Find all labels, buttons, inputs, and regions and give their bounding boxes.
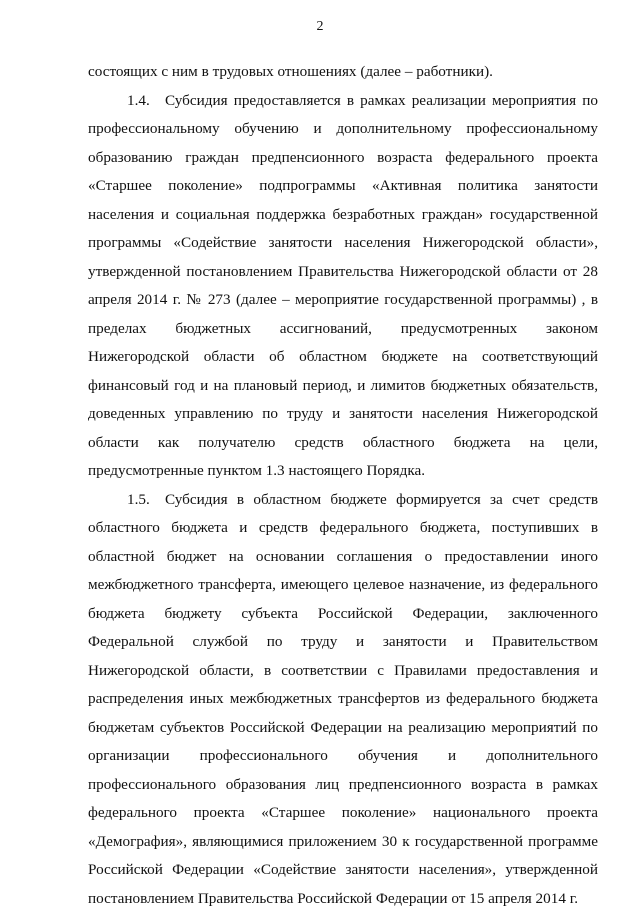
page-number: 2 — [0, 19, 640, 35]
document-body — [88, 58, 598, 913]
paragraph-1-4 — [88, 87, 598, 486]
paragraph-text: Субсидия в областном бюджете формируется за счет средств областного бюджета и средств федерального бюджета, поступивших в областной бюджет на основании соглашения о предоставлении иного межбюджетного трансферта, имеющего целевое назначение, из федерального бюджета бюджету субъекта Российской Федерации, заключенного Федеральной службой по труду и занятости и Правительством Нижегородской области, в соответствии с Правилами предоставления и распределения иных межбюджетных трансфертов из федерального бюджета бюджетам субъектов Российской Федерации на реализацию мероприятий по организации профессионального обучения и дополнительного профессионального образования лиц предпенсионного возраста в рамках федерального проекта «Старшее поколение» национального проекта «Демография», являющимися приложением 30 к государственной программе Российской Федерации «Содействие занятости населения», утвержденной постановлением Правительства Российской Федерации от 15 апреля 2014 г. — [88, 491, 598, 907]
paragraph-text: Субсидия предоставляется в рамках реализации мероприятия по профессиональному обучению и дополнительному профессиональному образованию граждан предпенсионного возраста федерального проекта «Старшее поколение» подпрограммы «Активная политика занятости населения и социальная поддержка безработных граждан» государственной программы «Содействие занятости населения Нижегородской области», утвержденной постановлением Правительства Нижегородской области от 28 апреля 2014 г. № 273 (далее – мероприятие государственной программы) , в пределах бюджетных ассигнований, предусмотренных законом Нижегородской области об областном бюджете на соответствующий финансовый год и на плановый период, и лимитов бюджетных обязательств, доведенных управлению по труду и занятости населения Нижегородской области как получателю средств областного бюджета на цели, предусмотренные пунктом 1.3 настоящего Порядка. — [88, 92, 598, 480]
paragraph-number: 1.5. — [127, 486, 165, 515]
paragraph-number: 1.4. — [127, 87, 165, 116]
paragraph-1-5 — [88, 486, 598, 913]
paragraph-continuation: состоящих с ним в трудовых отношениях (далее – работники). — [88, 58, 598, 87]
